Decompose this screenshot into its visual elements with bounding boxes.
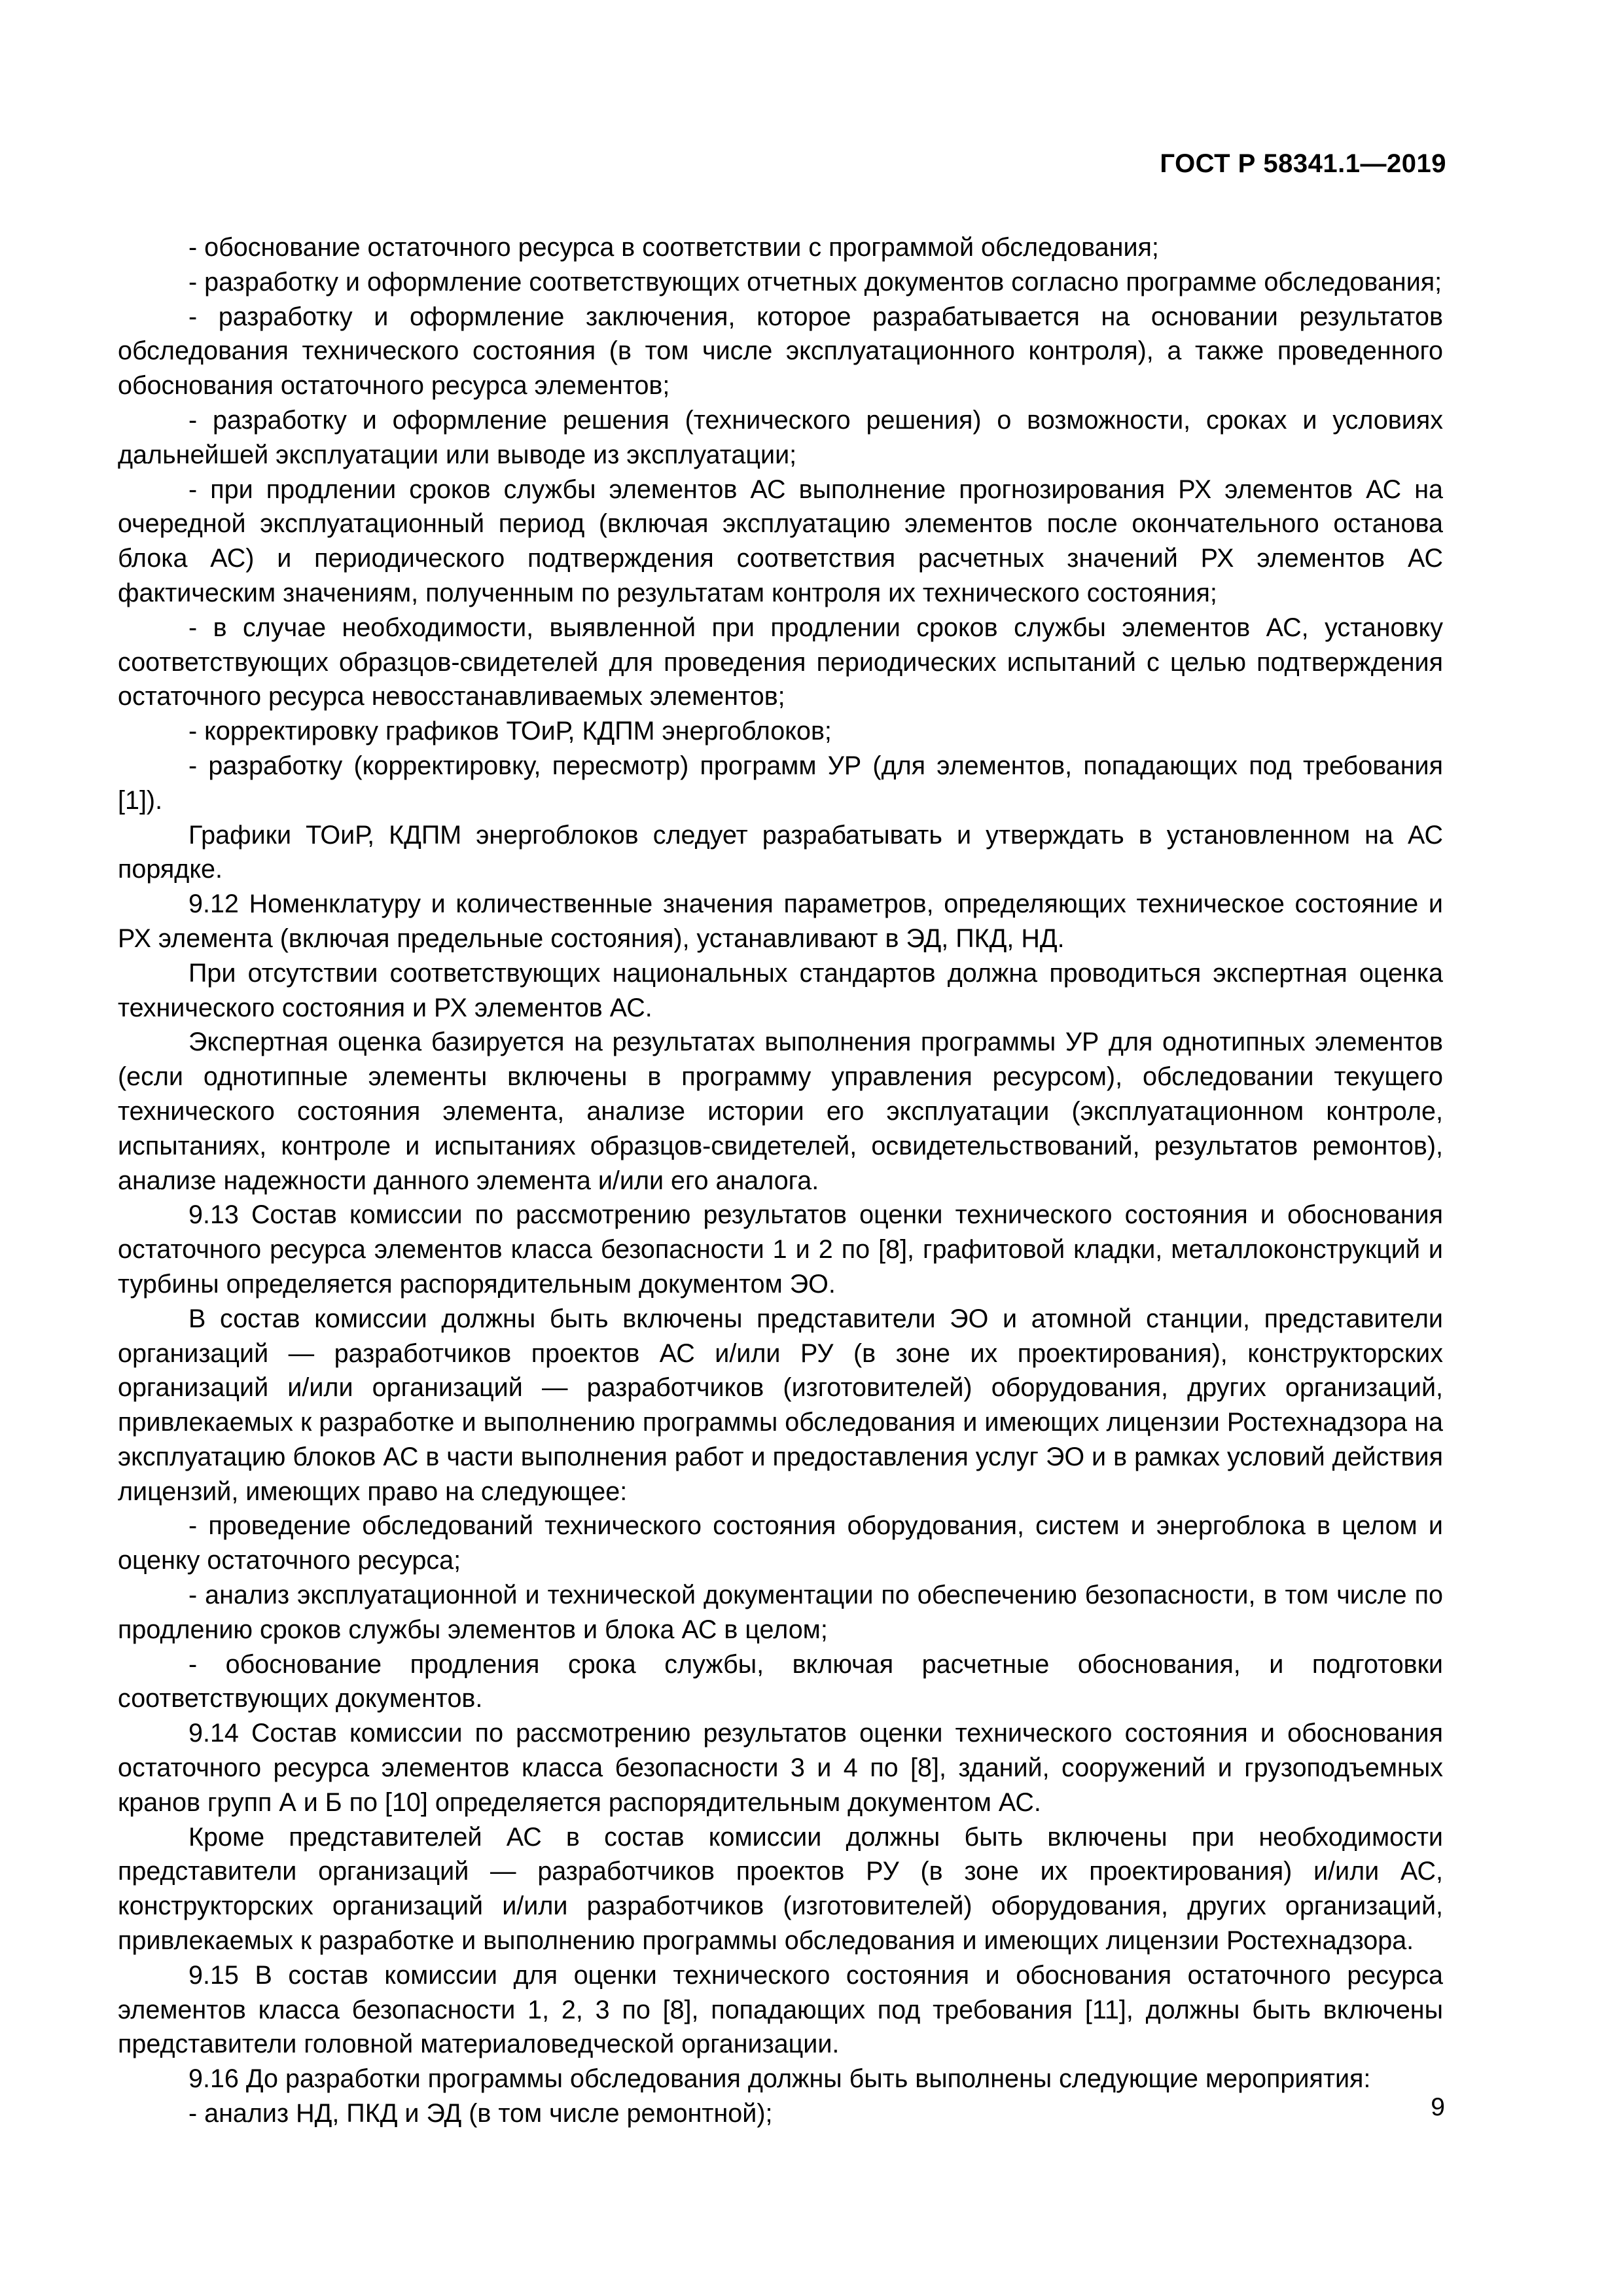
paragraph: - в случае необходимости, выявленной при продлении сроков службы элементов АС, установку соответствующих образцов-свидетелей для проведения периодических испытаний с целью подтверждения остаточного ресурса невосстанавливаемых элементов; [118,613,1443,711]
paragraph: - обоснование остаточного ресурса в соответствии с программой обследования; [188,233,1159,262]
paragraph: 9.16 До разработки программы обследования должны быть выполнены следующие мероприятия: [188,2064,1371,2094]
paragraph: При отсутствии соответствующих национальных стандартов должна проводиться экспертная оценка технического состояния и РХ элементов АС. [118,958,1443,1022]
paragraph: 9.15 В состав комиссии для оценки технического состояния и обоснования остаточного ресурса элементов класса безопасности 1, 2, 3 по [8], попадающих под требования [11], должны быть включены представители головной материаловедческой организации. [118,1960,1443,2059]
document-code-header: ГОСТ Р 58341.1—2019 [1160,149,1446,178]
paragraph: - проведение обследований технического состояния оборудования, систем и энергоблока в целом и оценку остаточного ресурса; [118,1511,1443,1575]
paragraph: - при продлении сроков службы элементов АС выполнение прогнозирования РХ элементов АС на очередной эксплуатационный период (включая эксплуатацию элементов после окончательного останова блока АС) и периодического подтверждения соответствия расчетных значений РХ элементов АС фактическим значениям, полученным по результатам контроля их технического состояния; [118,475,1443,607]
paragraph: - разработку (корректировку, пересмотр) программ УР (для элементов, попадающих под требования [1]). [118,751,1443,815]
paragraph: - анализ НД, ПКД и ЭД (в том числе ремонтной); [188,2099,773,2128]
paragraph: В состав комиссии должны быть включены представители ЭО и атомной станции, представители организаций — разработчиков проектов АС и/или РУ (в зоне их проектирования), конструкторских организаций и/или организаций — разработчиков (изготовителей) оборудования, других организаций, привлекаемых к разработке и выполнению программы обследования и имеющих лицензии Ростехнадзора на эксплуатацию блоков АС в части выполнения работ и предоставления услуг ЭО и в рамках условий действия лицензий, имеющих право на следующее: [118,1304,1443,1506]
paragraph: - разработку и оформление заключения, которое разрабатывается на основании результатов обследования технического состояния (в том числе эксплуатационного контроля), а также проведенного обоснования остаточного ресурса элементов; [118,302,1443,401]
paragraph: Кроме представителей АС в состав комиссии должны быть включены при необходимости представители организаций — разработчиков проектов РУ (в зоне их проектирования) и/или АС, конструкторских организаций и/или разработчиков (изготовителей) оборудования, других организаций, привлекаемых к разработке и выполнению программы обследования и имеющих лицензии Ростехнадзора. [118,1822,1443,1956]
paragraph: 9.12 Номенклатуру и количественные значения параметров, определяющих техническое состояние и РХ элемента (включая предельные состояния), устанавливают в ЭД, ПКД, НД. [118,889,1443,953]
paragraph: 9.13 Состав комиссии по рассмотрению результатов оценки технического состояния и обоснования остаточного ресурса элементов класса безопасности 1 и 2 по [8], графитовой кладки, металлоконструкций и турбины определяется распорядительным документом ЭО. [118,1200,1443,1299]
paragraph: 9.14 Состав комиссии по рассмотрению результатов оценки технического состояния и обоснования остаточного ресурса элементов класса безопасности 3 и 4 по [8], зданий, сооружений и грузоподъемных кранов групп А и Б по [10] определяется распорядительным документом АС. [118,1719,1443,1817]
page-number: 9 [1431,2093,1445,2121]
document-body [118,230,1443,2131]
paragraph: - разработку и оформление решения (технического решения) о возможности, сроках и условиях дальнейшей эксплуатации или выводе из эксплуатации; [118,405,1443,469]
paragraph: - разработку и оформление соответствующих отчетных документов согласно программе обследования; [188,267,1442,296]
paragraph: Графики ТОиР, КДПМ энергоблоков следует разрабатывать и утверждать в установленном на АС порядке. [118,820,1443,884]
paragraph: - корректировку графиков ТОиР, КДПМ энергоблоков; [188,717,832,746]
paragraph: Экспертная оценка базируется на результатах выполнения программы УР для однотипных элементов (если однотипные элементы включены в программу управления ресурсом), обследовании текущего технического состояния элемента, анализе истории его эксплуатации (эксплуатационном контроле, испытаниях, контроле и испытаниях образцов-свидетелей, освидетельствований, результатов ремонтов), анализе надежности данного элемента и/или его аналога. [118,1028,1443,1195]
paragraph: - анализ эксплуатационной и технической документации по обеспечению безопасности, в том числе по продлению сроков службы элементов и блока АС в целом; [118,1581,1443,1644]
paragraph: - обоснование продления срока службы, включая расчетные обоснования, и подготовки соответствующих документов. [118,1649,1443,1713]
